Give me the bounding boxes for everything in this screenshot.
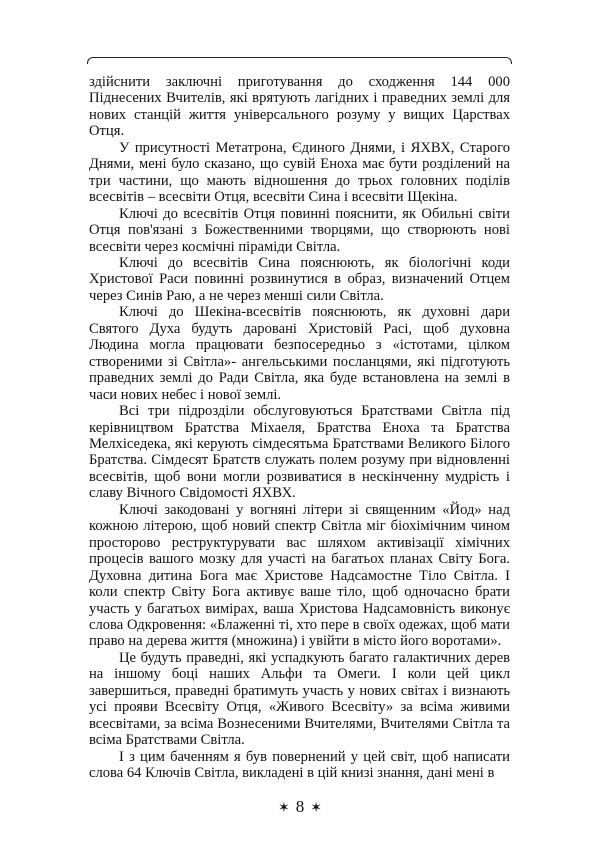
paragraph: Ключі до Шекіна-всесвітів пояснюють, як духовні дари Святого Духа будуть даровані Христовій Расі, щоб духовна Людина могла працювати безпосередньо з «істотами, цілком створеними зі Світла»- ангельськими посланцями, які підготують праведних землі до Ради Світла, яка буде встановлена на землі в часи нових небес і нової землі. [89,304,510,403]
header-rule [87,57,512,64]
paragraph: Ключі закодовані у вогняні літери зі священним «Йод» над кожною літерою, щоб новий спектр Світла міг біохімічним чином просторово реструктурувати вас шляхом активізації хімічних процесів вашого мозку для участі на багатьох планах Світу Бога. Духовна дитина Бога має Христове Надсамостне Тіло Світла. І коли спектр Світу Бога активує ваше тіло, щоб одночасно брати участь у багатьох вимірах, ваша Христова Надсамовність виконує слова Одкровення: «Блаженні ті, хто пере в своїх одежах, щоб мати право на дерева життя (множина) і увійти в місто його воротами». [89,501,510,650]
body-text [89,74,510,781]
page-footer [0,797,600,817]
paragraph: Ключі до всесвітів Отця повинні пояснити, як Обильні світи Отця пов'язані з Божественними творцями, що створюють нові всесвіти через космічні піраміди Світла. [89,205,510,255]
paragraph: Це будуть праведні, які успадкують багато галактичних дерев на іншому боці наших Альфи та Омеги. І коли цей цикл завершиться, праведні братимуть участь у нових світах і визнають усі прояви Всесвіту Отця, «Живого Всесвіту» за всіма живими всесвітами, за всіма Вознесеними Вчителями, Вчителями Світла та всіма Братствами Світла. [89,649,510,749]
paragraph: У присутності Метатрона, Єдиного Днями, і ЯХВХ, Старого Днями, мені було сказано, що сувій Еноха має бути розділений на три частини, що мають відношення до трьох головних поділів всесвітів – всесвіти Отця, всесвіти Сина і всесвіти Щекіна. [89,139,510,206]
paragraph: здійснити заключні приготування до сходження 144 000 Піднесених Вчителів, які врятують лагідних і праведних землі для нових станцій життя універсального розуму у вищих Царствах Отця. [89,74,510,140]
paragraph: І з цим баченням я був повернений у цей світ, щоб написати слова 64 Ключів Світла, викладені в цій книзі знання, дані мені в [89,748,510,782]
paragraph: Ключі до всесвітів Сина пояснюють, як біологічні коди Христової Раси повинні розвинутися в образ, визначений Отцем через Синів Раю, а не через менші сили Світла. [89,254,510,304]
star-ornament-icon: ✶ [310,800,322,816]
paragraph: Всі три підрозділи обслуговуються Братствами Світла під керівництвом Братства Міхаеля, Братства Еноха та Братства Мелхіседека, які керують сімдесятьма Братствами Великого Білого Братства. Сімдесят Братств служать полем розуму при відновленні всесвітів, щоб вони могли розвиватися в нескінченну мудрість і славу Вічного Свідомості ЯХВХ. [89,403,510,502]
page-number: 8 [295,797,305,816]
star-ornament-icon: ✶ [278,800,290,816]
